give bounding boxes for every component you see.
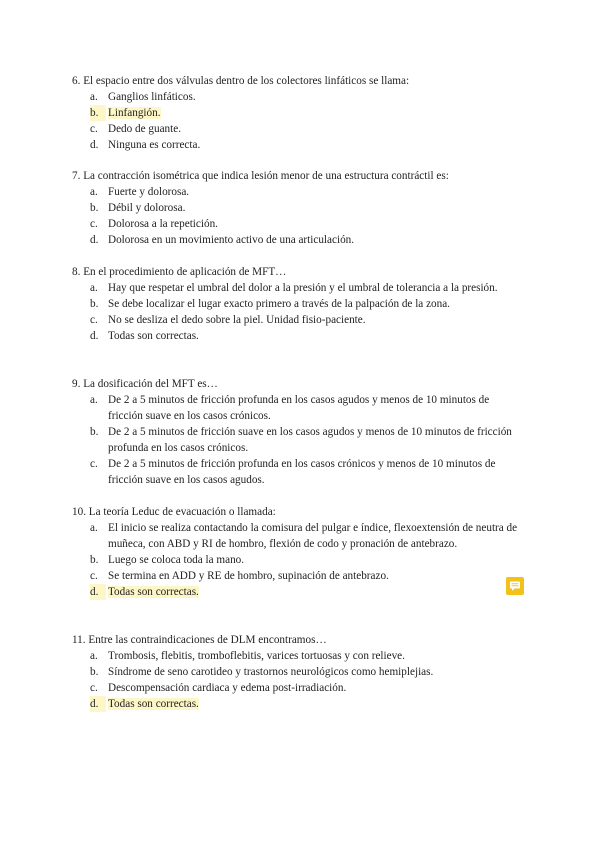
question-title: 8. En el procedimiento de aplicación de MFT…	[72, 266, 287, 278]
option-text: Dolorosa en un movimiento activo de una articulación.	[108, 234, 355, 246]
option-8c	[90, 312, 520, 328]
option-8b	[90, 296, 520, 312]
option-7d	[90, 232, 520, 248]
option-8d	[90, 328, 520, 344]
option-11b	[90, 664, 520, 680]
option-6b	[90, 105, 520, 121]
option-11d	[90, 696, 520, 712]
option-letter: c.	[90, 458, 98, 470]
option-text: Ganglios linfáticos.	[108, 91, 196, 103]
option-letter: a.	[90, 650, 98, 662]
question-11	[72, 632, 532, 712]
option-text: Luego se coloca toda la mano.	[108, 554, 245, 566]
option-letter: b.	[90, 105, 106, 121]
option-7c	[90, 216, 520, 232]
option-text: Todas son correctas.	[108, 330, 199, 342]
comment-icon[interactable]	[506, 577, 524, 595]
option-10d	[90, 584, 520, 600]
question-9	[72, 376, 532, 488]
option-7a	[90, 184, 520, 200]
option-text: De 2 a 5 minutos de fricción profunda en los casos agudos y menos de 10 minutos de fricción suave en los casos crónicos.	[108, 394, 490, 422]
option-10b	[90, 552, 520, 568]
option-text: De 2 a 5 minutos de fricción profunda en los casos crónicos y menos de 10 minutos de fricción suave en los casos agudos.	[108, 458, 496, 486]
option-text: Todas son correctas.	[108, 698, 199, 710]
option-letter: a.	[90, 91, 98, 103]
option-letter: a.	[90, 522, 98, 534]
option-text: Descompensación cardiaca y edema post-irradiación.	[108, 682, 347, 694]
option-text: El inicio se realiza contactando la comisura del pulgar e índice, flexoextensión de neutra de muñeca, con ABD y RI de hombro, flexión de codo y pronación de antebrazo.	[108, 522, 518, 550]
option-9c	[90, 456, 520, 488]
option-letter: a.	[90, 394, 98, 406]
option-letter: d.	[90, 330, 99, 342]
option-text: Dolorosa a la repetición.	[108, 218, 218, 230]
option-letter: b.	[90, 202, 99, 214]
option-letter: c.	[90, 570, 98, 582]
question-title: 9. La dosificación del MFT es…	[72, 378, 218, 390]
option-letter: c.	[90, 123, 98, 135]
option-letter: b.	[90, 298, 99, 310]
option-letter: d.	[90, 139, 99, 151]
option-text: Linfangión.	[108, 107, 161, 119]
question-title: 10. La teoría Leduc de evacuación o llamada:	[72, 506, 276, 518]
option-text: No se desliza el dedo sobre la piel. Unidad fisio-paciente.	[108, 314, 366, 326]
option-6d	[90, 137, 520, 153]
option-text: Síndrome de seno carotideo y trastornos neurológicos como hemiplejias.	[108, 666, 434, 678]
option-text: Hay que respetar el umbral del dolor a la presión y el umbral de tolerancia a la presión.	[108, 282, 498, 294]
option-6a	[90, 89, 520, 105]
option-11a	[90, 648, 520, 664]
option-letter: d.	[90, 696, 106, 712]
option-text: Se termina en ADD y RE de hombro, supinación de antebrazo.	[108, 570, 389, 582]
option-text: De 2 a 5 minutos de fricción suave en los casos agudos y menos de 10 minutos de fricción profunda en los casos crónicos.	[108, 426, 512, 454]
option-letter: c.	[90, 682, 98, 694]
option-letter: a.	[90, 186, 98, 198]
option-text: Ninguna es correcta.	[108, 139, 201, 151]
option-letter: c.	[90, 218, 98, 230]
option-9a	[90, 392, 520, 424]
question-title: 6. El espacio entre dos válvulas dentro de los colectores linfáticos se llama:	[72, 75, 410, 87]
option-11c	[90, 680, 520, 696]
option-letter: d.	[90, 584, 106, 600]
question-title: 7. La contracción isométrica que indica lesión menor de una estructura contráctil es:	[72, 170, 449, 182]
question-10	[72, 504, 532, 600]
question-7	[72, 168, 532, 248]
option-text: Débil y dolorosa.	[108, 202, 186, 214]
option-text: Fuerte y dolorosa.	[108, 186, 190, 198]
option-7b	[90, 200, 520, 216]
option-10a	[90, 520, 520, 552]
option-letter: d.	[90, 234, 99, 246]
option-text: Se debe localizar el lugar exacto primero a través de la palpación de la zona.	[108, 298, 450, 310]
option-letter: c.	[90, 314, 98, 326]
question-title: 11. Entre las contraindicaciones de DLM encontramos…	[72, 634, 327, 646]
option-letter: b.	[90, 554, 99, 566]
option-letter: b.	[90, 666, 99, 678]
option-10c	[90, 568, 520, 584]
option-6c	[90, 121, 520, 137]
option-text: Todas son correctas.	[108, 586, 199, 598]
option-letter: b.	[90, 426, 99, 438]
option-letter: a.	[90, 282, 98, 294]
question-8	[72, 264, 532, 344]
question-6	[72, 73, 532, 153]
option-text: Trombosis, flebitis, tromboflebitis, varices tortuosas y con relieve.	[108, 650, 405, 662]
option-9b	[90, 424, 520, 456]
option-text: Dedo de guante.	[108, 123, 182, 135]
option-8a	[90, 280, 520, 296]
